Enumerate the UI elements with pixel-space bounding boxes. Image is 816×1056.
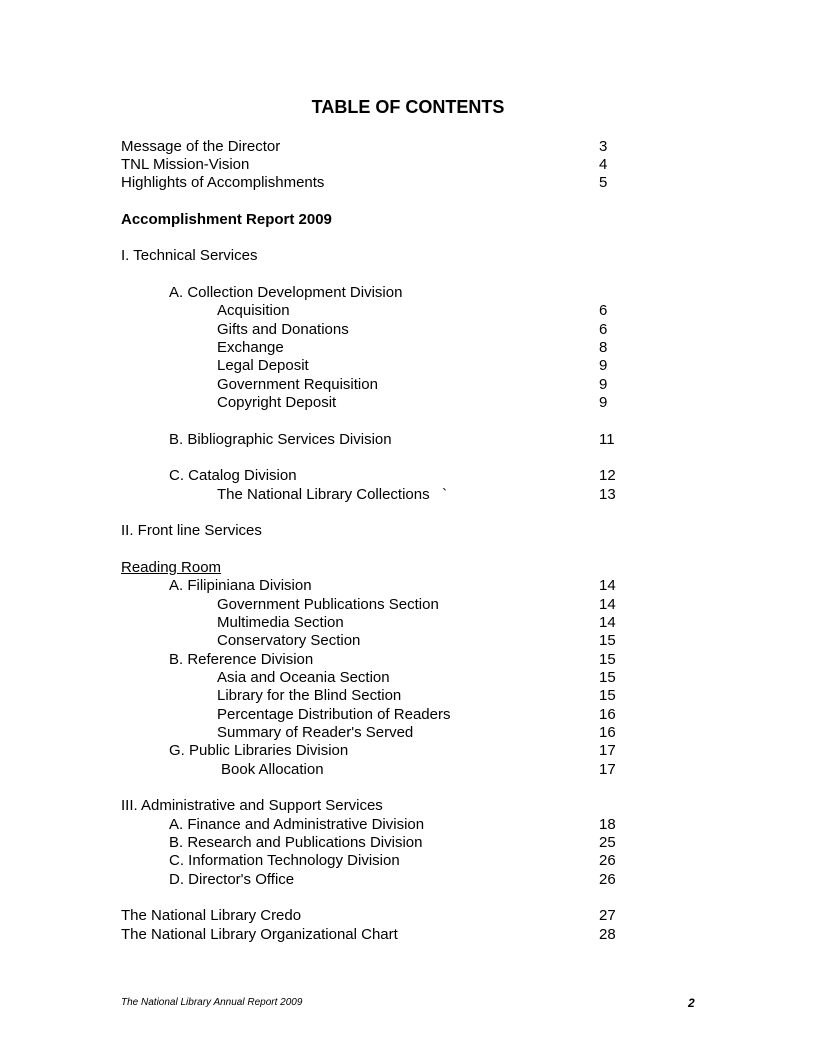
toc-entry — [0, 339, 816, 357]
toc-entry-label: Multimedia Section — [217, 614, 344, 632]
toc-entry-label: Message of the Director — [121, 137, 281, 155]
toc-entry-label: Reading Room — [121, 559, 222, 577]
toc-entry-label: The National Library Organizational Chart — [121, 925, 398, 943]
toc-entry — [0, 614, 816, 632]
toc-entry-label: Percentage Distribution of Readers — [217, 705, 451, 723]
toc-entry-page: 15 — [599, 687, 616, 705]
toc-entry-page: 9 — [599, 357, 608, 375]
toc-entry — [0, 302, 816, 320]
toc-entry — [0, 852, 816, 870]
toc-entry-label: Conservatory Section — [217, 632, 361, 650]
toc-entry-label: Highlights of Accomplishments — [121, 174, 325, 192]
toc-entry-page: 12 — [599, 467, 616, 485]
toc-entry — [0, 761, 816, 779]
toc-entry — [0, 394, 816, 412]
toc-entry-page: 9 — [599, 375, 608, 393]
toc-entry — [0, 596, 816, 614]
toc-entry-page: 11 — [599, 430, 615, 448]
toc-entry — [0, 651, 816, 669]
toc-entry — [0, 816, 816, 834]
toc-entry-label: A. Collection Development Division — [169, 284, 403, 302]
toc-entry — [0, 247, 816, 265]
toc-entry-page: 15 — [599, 650, 616, 668]
toc-entry-page: 18 — [599, 815, 616, 833]
toc-entry-label: G. Public Libraries Division — [169, 742, 349, 760]
toc-entry-label: Acquisition — [217, 302, 290, 320]
toc-entry-label: B. Bibliographic Services Division — [169, 430, 392, 448]
toc-entry — [0, 357, 816, 375]
toc-entry-label: A. Filipiniana Division — [169, 577, 312, 595]
toc-entry-page: 13 — [599, 485, 616, 503]
toc-entry — [0, 376, 816, 394]
toc-entry-page: 25 — [599, 834, 616, 852]
toc-entry-label: Gifts and Donations — [217, 320, 349, 338]
toc-entry-page: 27 — [599, 907, 616, 925]
toc-entry — [0, 431, 816, 449]
toc-entry — [0, 687, 816, 705]
toc-entry — [0, 907, 816, 925]
toc-entry — [0, 486, 816, 504]
toc-entry-label: Summary of Reader's Served — [217, 724, 414, 742]
toc-entry-label: Legal Deposit — [217, 357, 309, 375]
toc-entry-page: 3 — [599, 137, 608, 155]
toc-entry-page: 14 — [599, 595, 616, 613]
footer-page-number: 2 — [688, 996, 695, 1010]
toc-entry-label: C. Catalog Division — [169, 467, 297, 485]
footer-text: The National Library Annual Report 2009 — [121, 997, 303, 1008]
toc-entry-page: 14 — [599, 614, 616, 632]
toc-entry-label: B. Reference Division — [169, 650, 314, 668]
toc-entry-label: II. Front line Services — [121, 522, 262, 540]
toc-entry — [0, 321, 816, 339]
toc-entry-label: Government Publications Section — [217, 595, 439, 613]
toc-entry-page: 17 — [599, 760, 616, 778]
toc-entry-page: 14 — [599, 577, 616, 595]
toc-entry — [0, 522, 816, 540]
toc-entry — [0, 174, 816, 192]
toc-entry — [0, 871, 816, 889]
toc-entry-page: 16 — [599, 705, 616, 723]
page-title: TABLE OF CONTENTS — [311, 97, 505, 117]
toc-entry-label: Asia and Oceania Section — [217, 669, 390, 687]
toc-entry-page: 28 — [599, 925, 616, 943]
toc-entry-page: 9 — [599, 394, 608, 412]
toc-entry-page: 6 — [599, 302, 608, 320]
toc-entry-page: 15 — [599, 632, 616, 650]
toc-entry-label: Book Allocation — [221, 760, 324, 778]
toc-entry — [0, 559, 816, 577]
toc-entry-label: Library for the Blind Section — [217, 687, 402, 705]
toc-entry-label: Exchange — [217, 339, 284, 357]
toc-entry-page: 15 — [599, 669, 616, 687]
toc-entry-page: 26 — [599, 870, 616, 888]
toc-entry — [0, 834, 816, 852]
toc-entry — [0, 467, 816, 485]
toc-entry-label: Accomplishment Report 2009 — [121, 210, 332, 228]
toc-entry — [0, 138, 816, 156]
toc-entry-label: Copyright Deposit — [217, 394, 337, 412]
toc-entry-page: 4 — [599, 155, 608, 173]
toc-entry — [0, 926, 816, 944]
toc-entry-page: 16 — [599, 724, 616, 742]
toc-entry-label: TNL Mission-Vision — [121, 155, 250, 173]
toc-entry-page: 17 — [599, 742, 616, 760]
toc-entry-page: 8 — [599, 339, 608, 357]
toc-entry-page: 5 — [599, 174, 608, 192]
toc-entry-page: 6 — [599, 320, 608, 338]
toc-entry-label: B. Research and Publications Division — [169, 834, 423, 852]
toc-entry — [0, 156, 816, 174]
toc-entry — [0, 577, 816, 595]
toc-entry — [0, 632, 816, 650]
toc-entry — [0, 669, 816, 687]
toc-entry — [0, 706, 816, 724]
toc-entry-label: Government Requisition — [217, 375, 378, 393]
toc-entry-label: A. Finance and Administrative Division — [169, 815, 425, 833]
toc-entry — [0, 742, 816, 760]
toc-entry-label: The National Library Collections ` — [217, 485, 448, 503]
toc-entry-label: III. Administrative and Support Services — [121, 797, 383, 815]
toc-entry — [0, 724, 816, 742]
toc-entry — [0, 211, 816, 229]
toc-entry-label: The National Library Credo — [121, 907, 302, 925]
toc-entry — [0, 284, 816, 302]
toc-entry-page: 26 — [599, 852, 616, 870]
toc-entry — [0, 797, 816, 815]
toc-entry-label: D. Director's Office — [169, 870, 295, 888]
toc-entry-label: I. Technical Services — [121, 247, 258, 265]
toc-entry-label: C. Information Technology Division — [169, 852, 400, 870]
